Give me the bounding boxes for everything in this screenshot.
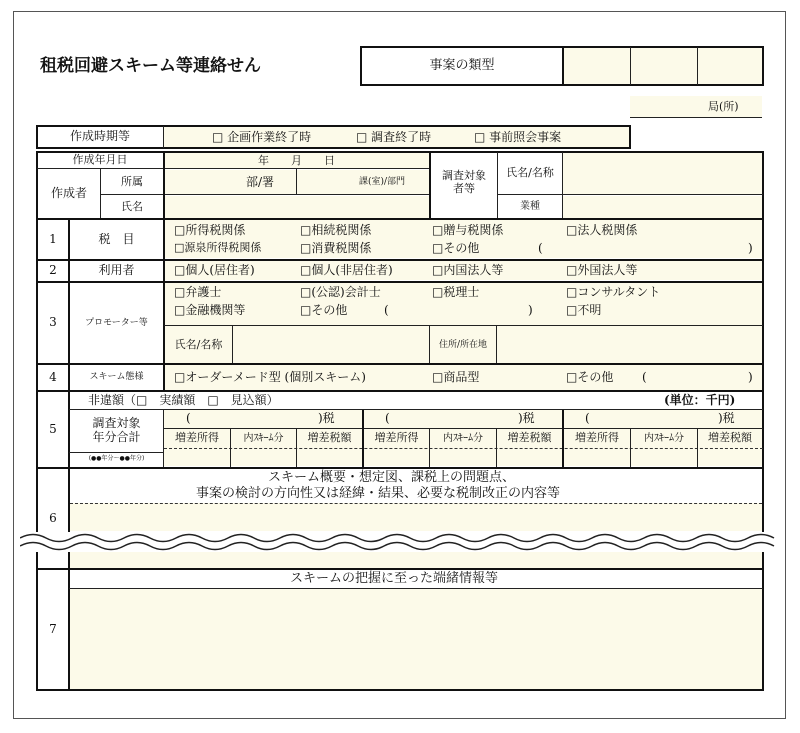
user-resident[interactable]: □個人(居住者) bbox=[174, 263, 255, 277]
row1-label: 税 目 bbox=[98, 231, 135, 246]
row7-heading: スキームの把握に至った端緒情報等 bbox=[290, 571, 499, 586]
user-nonresident[interactable]: □個人(非居住者) bbox=[300, 263, 393, 277]
period-option-audit[interactable]: □ 調査終了時 bbox=[356, 130, 432, 144]
row5-sub-label: (●●年分～●●年分) bbox=[88, 455, 145, 463]
tax3-open: ( bbox=[585, 411, 590, 425]
promoter-name-label: 氏名/名称 bbox=[174, 337, 223, 351]
row3-label: プロモーター等 bbox=[85, 317, 148, 328]
name-label: 氏名 bbox=[121, 199, 143, 213]
tax1-close: )税 bbox=[318, 411, 335, 425]
case-type-label: 事案の類型 bbox=[429, 57, 495, 73]
col-scheme-1: 内ｽｷｰﾑ分 bbox=[243, 432, 284, 444]
promoter-unknown[interactable]: □不明 bbox=[566, 303, 602, 317]
promoter-other-close: ) bbox=[528, 303, 533, 317]
promoter-consultant[interactable]: □コンサルタント bbox=[566, 285, 661, 299]
tax-gift[interactable]: □贈与税関係 bbox=[432, 223, 504, 237]
row7-number: 7 bbox=[49, 622, 57, 637]
col-scheme-3: 内ｽｷｰﾑ分 bbox=[644, 432, 684, 444]
promoter-accountant[interactable]: □(公認)会計士 bbox=[300, 285, 381, 299]
affiliation-label: 所属 bbox=[121, 174, 143, 188]
form-title: 租税回避スキーム等連絡せん bbox=[40, 56, 261, 76]
tax-corporate[interactable]: □法人税関係 bbox=[566, 223, 638, 237]
tax3-close: )税 bbox=[718, 411, 735, 425]
user-domestic-corp[interactable]: □内国法人等 bbox=[432, 263, 504, 277]
col-income-2: 増差所得 bbox=[374, 431, 419, 445]
row4-number: 4 bbox=[49, 369, 57, 384]
date-label: 作成年月日 bbox=[72, 153, 128, 167]
period-option-advance[interactable]: □ 事前照会事案 bbox=[474, 130, 562, 144]
col-income-3: 増差所得 bbox=[575, 431, 619, 445]
scheme-product[interactable]: □商品型 bbox=[432, 370, 480, 384]
promoter-tax-accountant[interactable]: □税理士 bbox=[432, 285, 480, 299]
target-label: 調査対象者等 bbox=[442, 169, 486, 195]
target-name-label: 氏名/名称 bbox=[506, 166, 554, 180]
row5-label: 調査対象 年分合計 bbox=[92, 416, 141, 444]
tax-consumption[interactable]: □消費税関係 bbox=[300, 241, 372, 255]
scheme-custom[interactable]: □オーダーメード型 (個別スキーム) bbox=[174, 370, 366, 384]
scheme-other-close: ) bbox=[748, 370, 753, 384]
row2-label: 利用者 bbox=[98, 263, 135, 278]
tax-inheritance[interactable]: □相続税関係 bbox=[300, 223, 372, 237]
tax2-open: ( bbox=[385, 411, 390, 425]
row5-unit: (単位：千円) bbox=[664, 393, 736, 407]
promoter-address-label: 住所/所在地 bbox=[438, 339, 488, 350]
promoter-other-open: ( bbox=[384, 303, 389, 317]
period-option-planning[interactable]: □ 企画作業終了時 bbox=[212, 130, 312, 144]
row4-label: スキーム態様 bbox=[89, 372, 144, 383]
period-label: 作成時期等 bbox=[69, 129, 130, 144]
tax-other-open: ( bbox=[538, 241, 543, 255]
user-foreign-corp[interactable]: □外国法人等 bbox=[566, 263, 638, 277]
promoter-lawyer[interactable]: □弁護士 bbox=[174, 285, 222, 299]
dept-label: 部/署 bbox=[246, 175, 275, 189]
col-taxamt-3: 増差税額 bbox=[708, 431, 752, 445]
promoter-other[interactable]: □その他 bbox=[300, 303, 348, 317]
row1-number: 1 bbox=[49, 231, 57, 246]
row2-number: 2 bbox=[49, 263, 57, 278]
tax2-close: )税 bbox=[518, 411, 535, 425]
tax-other-close: ) bbox=[748, 241, 753, 255]
bureau-label: 局(所) bbox=[708, 100, 739, 113]
industry-label: 業種 bbox=[520, 201, 540, 213]
col-income-1: 増差所得 bbox=[175, 431, 219, 445]
tax-income[interactable]: □所得税関係 bbox=[174, 223, 246, 237]
scheme-other-open: ( bbox=[642, 370, 647, 384]
page-break-wave bbox=[20, 530, 780, 554]
date-value[interactable]: 年 月 日 bbox=[258, 154, 335, 167]
row6-number: 6 bbox=[49, 511, 57, 526]
tax1-open: ( bbox=[186, 411, 191, 425]
row3-number: 3 bbox=[49, 315, 57, 330]
col-scheme-2: 内ｽｷｰﾑ分 bbox=[443, 432, 483, 444]
tax-withholding[interactable]: □源泉所得税関係 bbox=[174, 241, 262, 254]
case-type-value[interactable] bbox=[564, 48, 762, 84]
creator-label: 作成者 bbox=[50, 185, 87, 200]
tax-other[interactable]: □その他 bbox=[432, 241, 480, 255]
col-taxamt-2: 増差税額 bbox=[507, 431, 552, 445]
col-taxamt-1: 増差税額 bbox=[307, 431, 352, 445]
row6-heading-1: スキーム概要・想定図、課税上の問題点、 bbox=[268, 470, 516, 485]
row5-number: 5 bbox=[49, 421, 57, 436]
bureau-field[interactable] bbox=[630, 96, 762, 117]
section-label: 課(室)/部門 bbox=[359, 177, 406, 187]
promoter-financial[interactable]: □金融機関等 bbox=[174, 303, 246, 317]
row6-heading-2: 事案の検討の方向性又は経緯・結果、必要な税制改正の内容等 bbox=[196, 486, 561, 501]
scheme-other[interactable]: □その他 bbox=[566, 370, 614, 384]
row5-header[interactable]: 非違額（□ 実績額 □ 見込額） bbox=[88, 393, 279, 407]
